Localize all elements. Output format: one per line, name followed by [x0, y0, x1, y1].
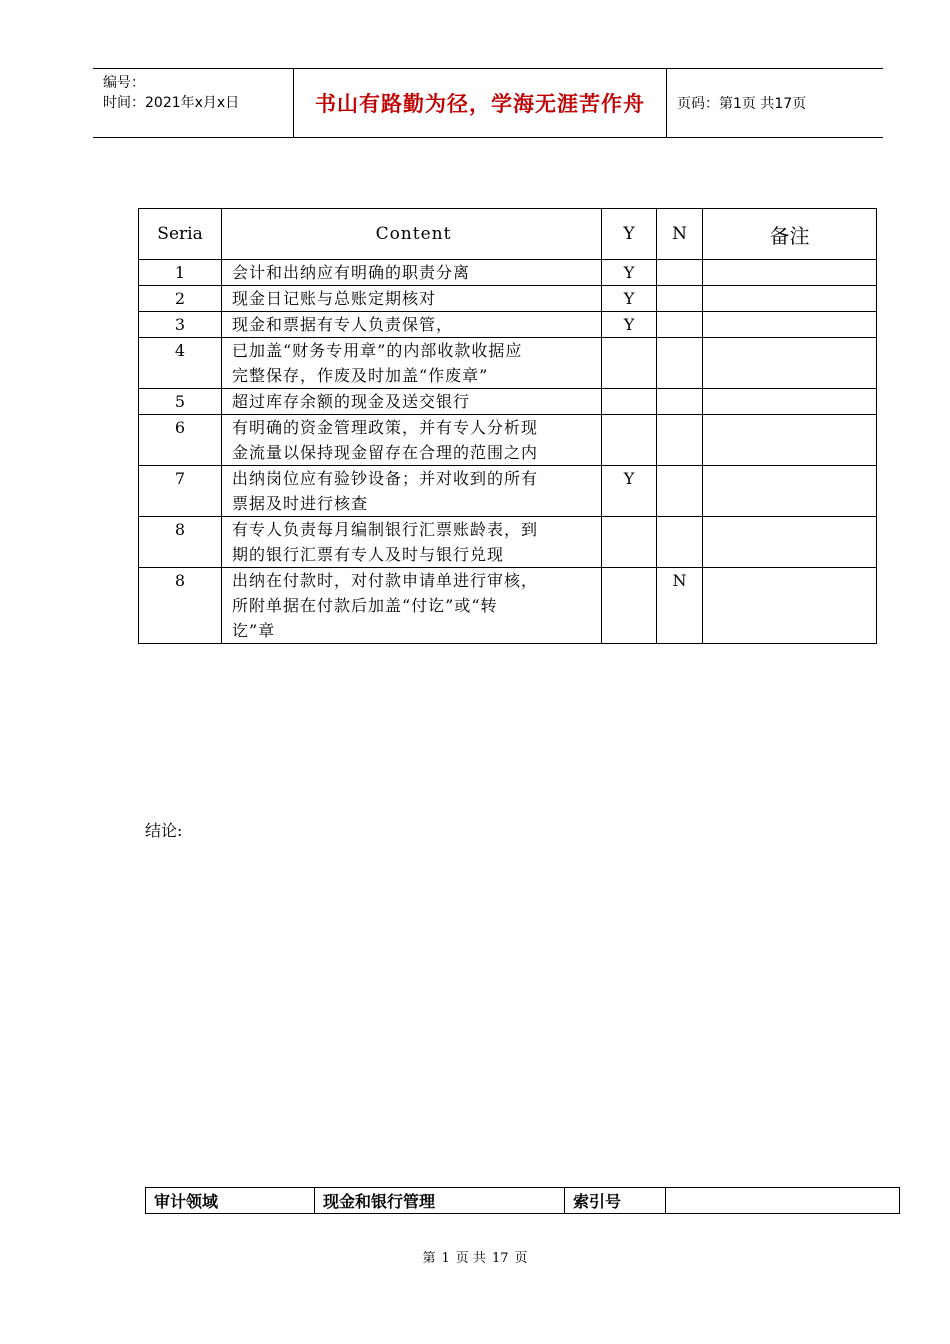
row-y-mark: Y [602, 260, 657, 286]
row-n-mark [657, 466, 703, 517]
row-serial: 5 [139, 389, 222, 415]
table-row [139, 415, 877, 466]
col-header-serial: Seria [139, 209, 222, 260]
row-note [703, 260, 877, 286]
table-row [139, 389, 877, 415]
row-note [703, 568, 877, 644]
col-header-y: Y [602, 209, 657, 260]
row-content [222, 568, 602, 644]
content-line: 完整保存，作废及时加盖“作废章” [232, 366, 489, 385]
col-header-content: Content [222, 209, 602, 260]
row-content [222, 338, 602, 389]
table-header-row [139, 209, 877, 260]
page-footer [0, 1247, 950, 1266]
table-row [139, 286, 877, 312]
row-y-mark [602, 389, 657, 415]
row-note [703, 466, 877, 517]
row-n-mark [657, 389, 703, 415]
row-note [703, 517, 877, 568]
col-header-n: N [657, 209, 703, 260]
row-serial: 4 [139, 338, 222, 389]
number-label: 编号： [103, 75, 145, 91]
audit-area-label: 审计领域 [146, 1188, 315, 1214]
content-line: 会计和出纳应有明确的职责分离 [232, 263, 471, 282]
row-note [703, 389, 877, 415]
content-line: 有明确的资金管理政策，并有专人分析现 [232, 418, 539, 437]
row-n-mark [657, 517, 703, 568]
row-y-mark: Y [602, 466, 657, 517]
row-n-mark [657, 260, 703, 286]
row-content [222, 286, 602, 312]
table-row [139, 466, 877, 517]
content-line: 超过库存余额的现金及送交银行 [232, 392, 471, 411]
row-content [222, 415, 602, 466]
row-content [222, 312, 602, 338]
header-page-label: 页码：第1页 共17页 [677, 96, 807, 112]
row-serial: 6 [139, 415, 222, 466]
row-serial: 1 [139, 260, 222, 286]
row-serial: 2 [139, 286, 222, 312]
row-content [222, 389, 602, 415]
col-header-note: 备注 [703, 209, 877, 260]
row-content [222, 466, 602, 517]
row-note [703, 338, 877, 389]
content-line: 金流量以保持现金留存在合理的范围之内 [232, 443, 539, 462]
row-y-mark: Y [602, 286, 657, 312]
row-serial: 7 [139, 466, 222, 517]
index-number-value [666, 1188, 900, 1214]
conclusion-label: 结论: [145, 821, 183, 840]
content-line: 出纳在付款时，对付款申请单进行审核， [232, 571, 539, 590]
row-n-mark [657, 338, 703, 389]
footer-mid: 页 共 [455, 1251, 486, 1266]
row-note [703, 415, 877, 466]
row-content [222, 260, 602, 286]
content-line: 出纳岗位应有验钞设备；并对收到的所有 [232, 469, 539, 488]
row-serial: 8 [139, 568, 222, 644]
row-content [222, 517, 602, 568]
footer-page-number: 1 [441, 1251, 450, 1266]
time-label: 时间：2021年x月x日 [103, 95, 240, 111]
header-motto: 书山有路勤为径，学海无涯苦作舟 [315, 92, 645, 116]
row-note [703, 286, 877, 312]
row-y-mark: Y [602, 312, 657, 338]
header-meta [93, 69, 294, 137]
table-row [139, 517, 877, 568]
footer-suffix: 页 [514, 1251, 528, 1266]
content-line: 现金和票据有专人负责保管， [232, 315, 454, 334]
row-serial: 3 [139, 312, 222, 338]
row-serial: 8 [139, 517, 222, 568]
audit-area-value: 现金和银行管理 [315, 1188, 565, 1214]
content-line: 期的银行汇票有专人及时与银行兑现 [232, 545, 505, 564]
audit-area-row [146, 1188, 900, 1214]
footer-total-pages: 17 [491, 1251, 509, 1266]
row-note [703, 312, 877, 338]
row-y-mark [602, 415, 657, 466]
content-line: 已加盖“财务专用章”的内部收款收据应 [232, 341, 523, 360]
audit-table-body [139, 260, 877, 644]
index-number-label: 索引号 [565, 1188, 666, 1214]
content-line: 有专人负责每月编制银行汇票账龄表，到 [232, 520, 539, 539]
row-y-mark [602, 338, 657, 389]
content-line: 现金日记账与总账定期核对 [232, 289, 437, 308]
row-n-mark: N [657, 568, 703, 644]
row-n-mark [657, 286, 703, 312]
row-n-mark [657, 415, 703, 466]
table-row [139, 568, 877, 644]
header-motto-cell [294, 69, 667, 137]
page-header [93, 68, 883, 138]
content-line: 讫”章 [232, 621, 276, 640]
table-row [139, 338, 877, 389]
content-line: 票据及时进行核查 [232, 494, 369, 513]
table-row [139, 312, 877, 338]
row-y-mark [602, 568, 657, 644]
row-y-mark [602, 517, 657, 568]
footer-prefix: 第 [422, 1251, 436, 1266]
content-line: 所附单据在付款后加盖“付讫”或“转 [232, 596, 498, 615]
audit-checklist-table [138, 208, 877, 644]
audit-area-table [145, 1187, 900, 1214]
row-n-mark [657, 312, 703, 338]
table-row [139, 260, 877, 286]
